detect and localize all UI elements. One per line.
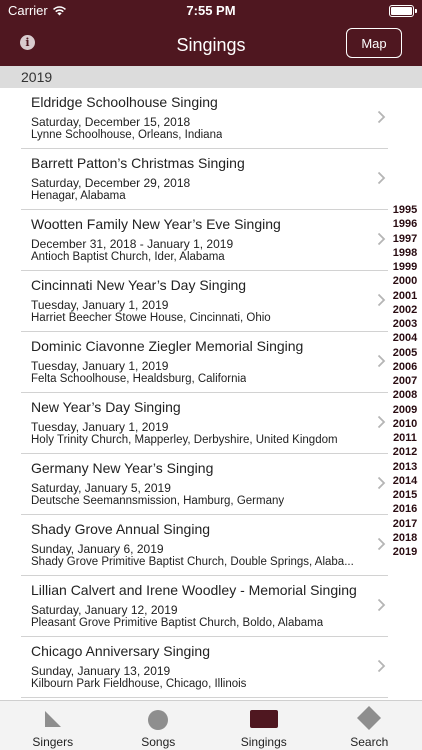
singing-date: Sunday, January 6, 2019 [31,542,164,556]
year-index-item[interactable]: 2011 [393,432,417,444]
year-index-item[interactable]: 2014 [392,474,418,487]
singing-name: Lillian Calvert and Irene Woodley - Memorial Singing [31,582,357,598]
singing-name: New Year’s Day Singing [31,399,181,415]
year-index-item[interactable]: 2002 [392,303,418,316]
diamond-icon [356,705,382,731]
tab-search[interactable] [317,701,422,750]
tab-label: Search [350,735,389,749]
year-index-item[interactable]: 2009 [392,403,418,416]
section-header-year: 2019 [0,66,422,88]
singing-place: Lynne Schoolhouse, Orleans, Indiana [31,129,223,141]
singing-place: Holy Trinity Church, Mapperley, Derbyshire, United Kingdom [31,434,338,446]
singing-name: Chicago Anniversary Singing [31,643,210,659]
year-index-item[interactable]: 2017 [392,517,418,530]
tab-label: Singings [240,735,287,749]
list-item[interactable] [21,210,388,271]
rectangle-icon [250,709,278,729]
chevron-right-icon [377,171,386,185]
singing-name: Cincinnati New Year’s Day Singing [31,277,247,293]
singing-name: Dominic Ciavonne Ziegler Memorial Singing [31,338,304,354]
singing-place: Shady Grove Primitive Baptist Church, Double Springs, Alaba... [31,556,354,568]
chevron-right-icon [377,659,386,673]
singing-place: Henagar, Alabama [31,190,126,202]
top-bar [0,0,422,66]
map-button[interactable]: Map [346,28,402,58]
year-index-item[interactable]: 2001 [392,289,418,302]
singing-date: Saturday, December 29, 2018 [31,176,191,190]
battery-icon [389,5,414,17]
singing-place: Kilbourn Park Fieldhouse, Chicago, Illinois [31,678,247,690]
chevron-right-icon [377,354,386,368]
tab-singings[interactable] [211,701,317,750]
list-item[interactable] [21,454,388,515]
chevron-right-icon [377,232,386,246]
list-item[interactable] [21,393,388,454]
status-bar [0,0,422,22]
year-index-item[interactable]: 2005 [392,346,418,359]
year-index-item[interactable]: 2019 [392,546,418,558]
year-index-item[interactable]: 2008 [392,389,418,402]
navigation-bar [0,22,422,66]
year-index-item[interactable]: 2003 [392,318,418,330]
singings-list[interactable] [0,88,422,700]
year-index-item[interactable]: 2012 [392,446,418,459]
singing-name: Barrett Patton’s Christmas Singing [31,155,245,171]
tab-songs[interactable] [106,701,212,750]
singing-place: Antioch Baptist Church, Ider, Alabama [31,251,225,263]
triangle-icon [43,709,63,729]
carrier-label: Carrier [8,3,48,18]
list-item[interactable] [21,149,388,210]
list-item[interactable] [21,515,388,576]
year-index-item[interactable]: 2010 [392,417,418,430]
chevron-right-icon [377,476,386,490]
tab-label: Singers [32,735,74,749]
year-index-item[interactable]: 1998 [392,246,418,259]
year-index-item[interactable]: 2016 [392,503,418,516]
singing-place: Deutsche Seemannsmission, Hamburg, Germany [31,495,285,507]
singing-name: Germany New Year’s Singing [31,460,214,476]
singing-date: December 31, 2018 - January 1, 2019 [31,237,234,251]
chevron-right-icon [377,415,386,429]
list-item[interactable] [21,576,388,637]
tab-label: Songs [141,735,176,749]
list-item[interactable] [21,271,388,332]
year-index-item[interactable]: 2015 [392,489,418,501]
page-title: Singings [176,35,246,55]
singing-name: Shady Grove Annual Singing [31,521,211,537]
year-index-item[interactable]: 2018 [392,531,418,544]
status-time: 7:55 PM [186,3,236,18]
year-index-item[interactable]: 1995 [392,204,418,216]
year-index-item[interactable]: 1996 [392,218,418,231]
year-index-item[interactable]: 1997 [392,232,418,245]
year-index-item[interactable]: 2000 [392,275,418,288]
tab-singers[interactable] [0,701,106,750]
year-index-item[interactable]: 2007 [392,375,418,387]
chevron-right-icon [377,293,386,307]
singing-place: Pleasant Grove Primitive Baptist Church, Boldo, Alabama [31,617,324,629]
circle-icon [147,709,169,731]
list-item[interactable] [21,637,388,698]
info-icon[interactable]: i [20,35,35,50]
singing-date: Saturday, January 12, 2019 [31,603,178,617]
singing-date: Tuesday, January 1, 2019 [31,298,169,312]
year-index-item[interactable]: 2006 [392,360,418,373]
list-item[interactable] [21,332,388,393]
singing-place: Felta Schoolhouse, Healdsburg, California [31,373,247,385]
year-index-item[interactable]: 1999 [392,261,418,273]
singing-date: Sunday, January 13, 2019 [31,664,171,678]
singing-name: Eldridge Schoolhouse Singing [31,94,218,110]
year-index[interactable] [388,203,422,559]
year-index-item[interactable]: 2013 [392,460,418,473]
year-index-item[interactable]: 2004 [392,332,418,345]
chevron-right-icon [377,537,386,551]
singing-place: Harriet Beecher Stowe House, Cincinnati, Ohio [31,312,271,324]
singing-date: Saturday, January 5, 2019 [31,481,171,495]
singing-date: Tuesday, January 1, 2019 [31,359,169,373]
chevron-right-icon [377,598,386,612]
singing-date: Saturday, December 15, 2018 [31,115,191,129]
list-item[interactable] [21,88,388,149]
chevron-right-icon [377,110,386,124]
singing-date: Tuesday, January 1, 2019 [31,420,169,434]
singing-name: Wootten Family New Year’s Eve Singing [31,216,281,232]
tab-bar [0,700,422,750]
